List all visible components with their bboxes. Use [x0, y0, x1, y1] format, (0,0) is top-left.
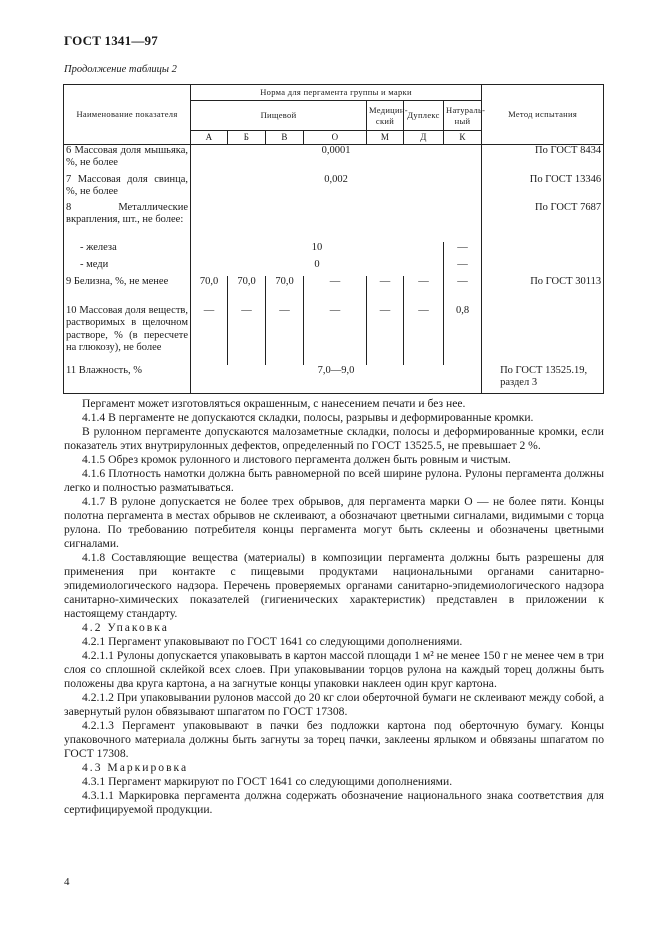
- row-name: 8 Металлические вкрапления, шт., не более:: [64, 202, 191, 242]
- row-value: 70,0: [228, 276, 266, 305]
- row-value: 0: [191, 259, 444, 276]
- paragraph: В рулонном пергаменте допускаются малозаметные складки, полосы и деформированные кромки, если показатель этих внутрирулонных дефектов, определенный по ГОСТ 13525.5, не превышает 2 %.: [64, 425, 604, 452]
- row-value: —: [367, 276, 404, 305]
- paragraph: 4.2.1.2 При упаковывании рулонов массой до 20 кг слои оберточной бумаги не склеивают между собой, а завернутый рулон обвязывают шпагатом по ГОСТ 17308.: [64, 691, 604, 718]
- group-med-header: Медицин-ский: [367, 101, 404, 131]
- document-header: ГОСТ 1341—97: [64, 33, 158, 48]
- paragraph: 4.2.1.3 Пергамент упаковывают в пачки без подложки картона под оберточную бумагу. Концы упаковочного материала должны быть загнуты за торец пачки, заклеены ярлыком и обвязаны шпагатом по ГОСТ 17308.: [64, 719, 604, 760]
- group-duplex-header: Дуплекс: [404, 101, 444, 131]
- row-value: —: [304, 305, 367, 365]
- mark-header: М: [367, 131, 404, 145]
- row-method: По ГОСТ 7687: [482, 202, 604, 242]
- row-name: - меди: [64, 259, 191, 276]
- row-value: 0,0001: [191, 144, 482, 174]
- table-caption: Продолжение таблицы 2: [64, 64, 177, 75]
- row-value: —: [404, 305, 444, 365]
- row-value: —: [444, 276, 482, 305]
- mark-header: Д: [404, 131, 444, 145]
- paragraph: 4.1.6 Плотность намотки должна быть равномерной по всей ширине рулона. Рулоны пергамента должны легко и полностью разматываться.: [64, 467, 604, 494]
- paragraph: 4.1.5 Обрез кромок рулонного и листового пергамента должен быть ровным и чистым.: [82, 453, 511, 466]
- table-row: [64, 259, 604, 276]
- row-method: По ГОСТ 13346: [482, 174, 604, 202]
- row-method: По ГОСТ 13525.19, раздел 3: [482, 365, 604, 393]
- row-value: —: [367, 305, 404, 365]
- row-value: —: [304, 276, 367, 305]
- paragraph: 4.1.7 В рулоне допускается не более трех обрывов, для пергамента марки О — не более пяти. Концы полотна пергамента в местах обрывов не склеивают, а обозначают цветными сигналами, видимыми с торца рулона. По требованию потребителя концы пергамента могут быть склеены и обозначены цветными сигналами.: [64, 495, 604, 550]
- row-name: - железа: [64, 242, 191, 259]
- table-row: [64, 276, 604, 305]
- table-row: [64, 202, 604, 242]
- mark-header: Б: [228, 131, 266, 145]
- row-value-k: —: [444, 259, 482, 276]
- table-row: [64, 365, 604, 393]
- row-value: 70,0: [266, 276, 304, 305]
- table-row: [64, 305, 604, 365]
- spec-table: [63, 84, 604, 394]
- method-header: Метод испытания: [482, 85, 604, 145]
- row-value: —: [404, 276, 444, 305]
- norm-header: Норма для пергамента группы и марки: [191, 85, 482, 101]
- page-number: 4: [64, 876, 70, 888]
- row-value-k: —: [444, 242, 482, 259]
- row-method: [482, 305, 604, 365]
- row-name: 7 Массовая доля свинца, %, не более: [64, 174, 191, 202]
- paragraph: 4.3.1 Пергамент маркируют по ГОСТ 1641 со следующими дополнениями.: [82, 775, 453, 788]
- mark-header: В: [266, 131, 304, 145]
- row-method: По ГОСТ 30113: [482, 276, 604, 305]
- table-row: [64, 242, 604, 259]
- mark-header: А: [191, 131, 228, 145]
- row-value: —: [228, 305, 266, 365]
- table-row: [64, 174, 604, 202]
- paragraph: 4.3.1.1 Маркировка пергамента должна содержать обозначение национального знака соответствия для сертифицируемой продукции.: [64, 789, 604, 816]
- row-value: —: [266, 305, 304, 365]
- body-text: [64, 397, 604, 817]
- row-value: 10: [191, 242, 444, 259]
- paragraph: 4.2.1.1 Рулоны допускается упаковывать в картон массой площади 1 м² не менее 150 г не менее чем в три слоя со сплошной склейкой всех слоев. При упаковывании торцов рулона на каждый торец должны быть положены два круга картона, а на загнутые концы упаковки наклеен один круг картона.: [64, 649, 604, 690]
- col-name-header: Наименование показателя: [64, 85, 191, 145]
- row-value: 7,0—9,0: [191, 365, 482, 393]
- row-name: 10 Массовая доля веществ, растворимых в щелочном растворе, % (в пересчете на глюкозу), не более: [64, 305, 191, 365]
- row-name: 11 Влажность, %: [64, 365, 191, 393]
- row-method: По ГОСТ 8434: [482, 144, 604, 174]
- paragraph: 4.1.8 Составляющие вещества (материалы) в композиции пергамента должны быть разрешены для применения при контакте с пищевыми продуктами национальными органами санитарно-эпидемиологического надзора. Перечень проверяемых органами санитарно-эпидемиологического надзора санитарно-химических показателей (гигиенических характеристик) представлен в приложении к настоящему стандарту.: [64, 551, 604, 620]
- table-row: [64, 144, 604, 174]
- row-method: [482, 259, 604, 276]
- paragraph: 4.2.1 Пергамент упаковывают по ГОСТ 1641 со следующими дополнениями.: [82, 635, 463, 648]
- group-natural-header: Натураль-ный: [444, 101, 482, 131]
- row-value: 0,8: [444, 305, 482, 365]
- row-name: 6 Массовая доля мышьяка, %, не более: [64, 144, 191, 174]
- mark-header: К: [444, 131, 482, 145]
- row-value: —: [191, 305, 228, 365]
- row-value: 70,0: [191, 276, 228, 305]
- paragraph: Пергамент может изготовляться окрашенным, с нанесением печати и без нее.: [82, 397, 466, 410]
- section-heading: 4.2 Упаковка: [82, 621, 169, 634]
- row-name: 9 Белизна, %, не менее: [64, 276, 191, 305]
- section-heading: 4.3 Маркировка: [82, 761, 189, 774]
- row-value: 0,002: [191, 174, 482, 202]
- mark-header: О: [304, 131, 367, 145]
- paragraph: 4.1.4 В пергаменте не допускаются складки, полосы, разрывы и деформированные кромки.: [82, 411, 534, 424]
- group-food-header: Пищевой: [191, 101, 367, 131]
- row-method: [482, 242, 604, 259]
- row-value: [191, 202, 482, 242]
